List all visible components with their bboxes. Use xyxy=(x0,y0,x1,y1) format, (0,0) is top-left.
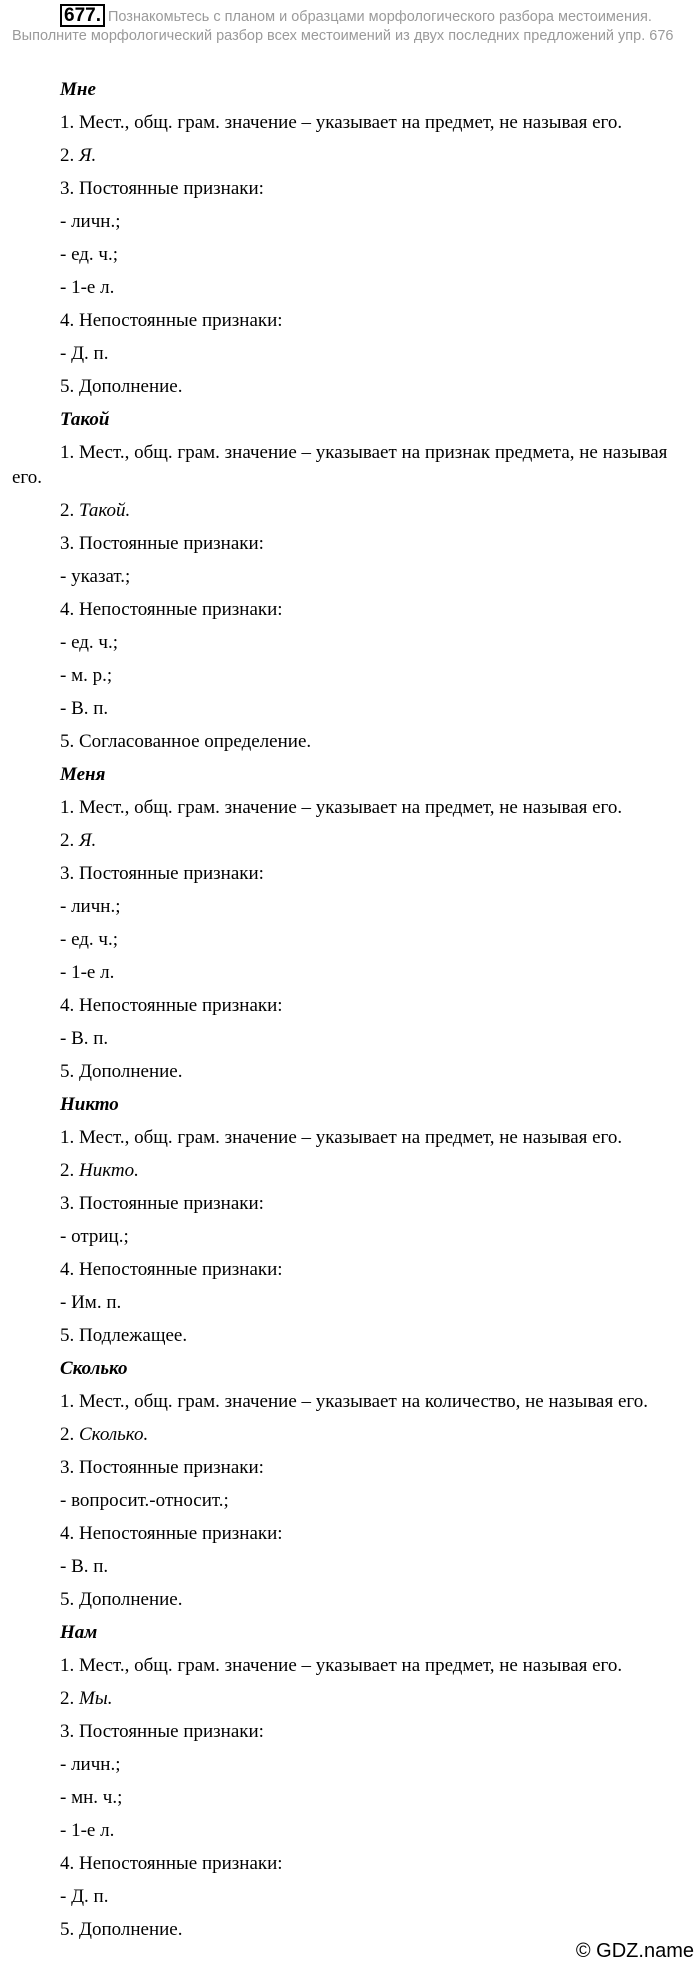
line-text: 2. xyxy=(60,1424,79,1445)
line-text: - Им. п. xyxy=(60,1292,122,1313)
pronoun-heading: Такой xyxy=(60,409,110,430)
analysis-line xyxy=(12,1158,692,1183)
line-text: 5. Согласованное определение. xyxy=(60,731,312,752)
line-text: - 1-е л. xyxy=(60,962,115,983)
line-text: 4. Непостоянные признаки: xyxy=(60,1523,283,1544)
line-text: 5. Подлежащее. xyxy=(60,1325,188,1346)
line-text: - указат.; xyxy=(60,566,131,587)
pronoun-heading: Меня xyxy=(60,764,106,785)
analysis-line xyxy=(12,1686,692,1711)
initial-form: Никто. xyxy=(79,1160,139,1181)
analysis-line xyxy=(12,1884,692,1909)
analysis-line xyxy=(12,341,692,366)
line-text: - ед. ч.; xyxy=(60,929,119,950)
task-statement xyxy=(12,4,692,46)
analysis-line xyxy=(12,1290,692,1315)
line-text: 1. Мест., общ. грам. значение – указывает на предмет, не называя его. xyxy=(60,797,623,818)
initial-form: Сколько. xyxy=(79,1424,149,1445)
analysis-line xyxy=(12,1653,692,1678)
analysis-line xyxy=(12,143,692,168)
analysis-line xyxy=(12,374,692,399)
analysis-line xyxy=(12,531,692,556)
analysis-line xyxy=(12,1521,692,1546)
analysis-line xyxy=(12,209,692,234)
line-text: - ед. ч.; xyxy=(60,244,119,265)
line-text: - Д. п. xyxy=(60,343,109,364)
analysis-line xyxy=(12,828,692,853)
analysis-line xyxy=(12,729,692,754)
line-text: - вопросит.-относит.; xyxy=(60,1490,229,1511)
line-text: 5. Дополнение. xyxy=(60,1919,183,1940)
analysis-line xyxy=(12,1917,692,1942)
initial-form: Мы. xyxy=(79,1688,113,1709)
line-text: 4. Непостоянные признаки: xyxy=(60,1259,283,1280)
analysis-line xyxy=(12,1488,692,1513)
pronoun-heading: Никто xyxy=(60,1094,119,1115)
line-text: 2. xyxy=(60,145,79,166)
pronoun-heading: Мне xyxy=(60,79,96,100)
analysis-line xyxy=(12,1719,692,1744)
line-text: - личн.; xyxy=(60,211,121,232)
pronoun-heading: Сколько xyxy=(60,1358,128,1379)
analysis-line xyxy=(12,960,692,985)
analysis-line xyxy=(12,1224,692,1249)
line-text: 3. Постоянные признаки: xyxy=(60,178,264,199)
initial-form: Я. xyxy=(79,145,97,166)
analysis-line xyxy=(12,1389,692,1414)
analysis-line xyxy=(12,1785,692,1810)
analysis-line xyxy=(12,1752,692,1777)
analysis-line xyxy=(12,1191,692,1216)
line-text: 1. Мест., общ. грам. значение – указывает на предмет, не называя его. xyxy=(60,1127,623,1148)
analysis-line xyxy=(12,176,692,201)
line-text: - В. п. xyxy=(60,1028,109,1049)
analysis-line xyxy=(12,795,692,820)
line-text: 2. xyxy=(60,1160,79,1181)
line-text: - м. р.; xyxy=(60,665,113,686)
line-text: - ед. ч.; xyxy=(60,632,119,653)
line-text: 1. Мест., общ. грам. значение – указывает на предмет, не называя его. xyxy=(60,1655,623,1676)
line-text: 1. Мест., общ. грам. значение – указывает на количество, не называя его. xyxy=(60,1391,648,1412)
line-text: 3. Постоянные признаки: xyxy=(60,863,264,884)
line-text: - 1-е л. xyxy=(60,1820,115,1841)
line-text: 2. xyxy=(60,830,79,851)
line-text: - Д. п. xyxy=(60,1886,109,1907)
line-text: 3. Постоянные признаки: xyxy=(60,1721,264,1742)
analysis-line xyxy=(12,1455,692,1480)
analysis-line xyxy=(12,1323,692,1348)
analysis-line xyxy=(12,275,692,300)
line-text: - личн.; xyxy=(60,1754,121,1775)
line-text: - 1-е л. xyxy=(60,277,115,298)
line-text: 5. Дополнение. xyxy=(60,1589,183,1610)
initial-form: Такой. xyxy=(79,500,131,521)
line-text: 3. Постоянные признаки: xyxy=(60,1457,264,1478)
initial-form: Я. xyxy=(79,830,97,851)
line-text: 1. Мест., общ. грам. значение – указывает на предмет, не называя его. xyxy=(60,112,623,133)
answer-content xyxy=(12,77,692,1950)
task-number: 677. xyxy=(60,4,105,27)
analysis-line xyxy=(12,696,692,721)
analysis-line xyxy=(12,308,692,333)
line-text: 4. Непостоянные признаки: xyxy=(60,599,283,620)
analysis-line xyxy=(12,993,692,1018)
analysis-line xyxy=(12,1818,692,1843)
line-text: 1. Мест., общ. грам. значение – указывает на признак предмета, не называя его. xyxy=(12,442,668,488)
analysis-line xyxy=(12,597,692,622)
analysis-line xyxy=(12,1257,692,1282)
line-text: - В. п. xyxy=(60,1556,109,1577)
line-text: - отриц.; xyxy=(60,1226,129,1247)
analysis-line xyxy=(12,1125,692,1150)
analysis-line xyxy=(12,498,692,523)
line-text: 2. xyxy=(60,500,79,521)
analysis-line xyxy=(12,564,692,589)
task-text: Познакомьтесь с планом и образцами морфологического разбора местоимения. Выполните морфологический разбор всех местоимений из двух последних предложений упр. 676 xyxy=(12,9,674,44)
pronoun-heading: Нам xyxy=(60,1622,98,1643)
line-text: 5. Дополнение. xyxy=(60,1061,183,1082)
watermark: © GDZ.name xyxy=(575,1940,694,1962)
analysis-line xyxy=(12,894,692,919)
analysis-line xyxy=(12,663,692,688)
line-text: - личн.; xyxy=(60,896,121,917)
line-text: 4. Непостоянные признаки: xyxy=(60,310,283,331)
analysis-line xyxy=(12,1554,692,1579)
line-text: - В. п. xyxy=(60,698,109,719)
analysis-line xyxy=(12,630,692,655)
line-text: 4. Непостоянные признаки: xyxy=(60,1853,283,1874)
analysis-line xyxy=(12,440,692,490)
analysis-line xyxy=(12,110,692,135)
analysis-line xyxy=(12,1422,692,1447)
line-text: 3. Постоянные признаки: xyxy=(60,1193,264,1214)
line-text: 5. Дополнение. xyxy=(60,376,183,397)
analysis-line xyxy=(12,927,692,952)
analysis-line xyxy=(12,1026,692,1051)
analysis-line xyxy=(12,861,692,886)
analysis-line xyxy=(12,1851,692,1876)
analysis-line xyxy=(12,1059,692,1084)
analysis-line xyxy=(12,1587,692,1612)
line-text: 3. Постоянные признаки: xyxy=(60,533,264,554)
line-text: 2. xyxy=(60,1688,79,1709)
analysis-line xyxy=(12,242,692,267)
line-text: - мн. ч.; xyxy=(60,1787,123,1808)
line-text: 4. Непостоянные признаки: xyxy=(60,995,283,1016)
